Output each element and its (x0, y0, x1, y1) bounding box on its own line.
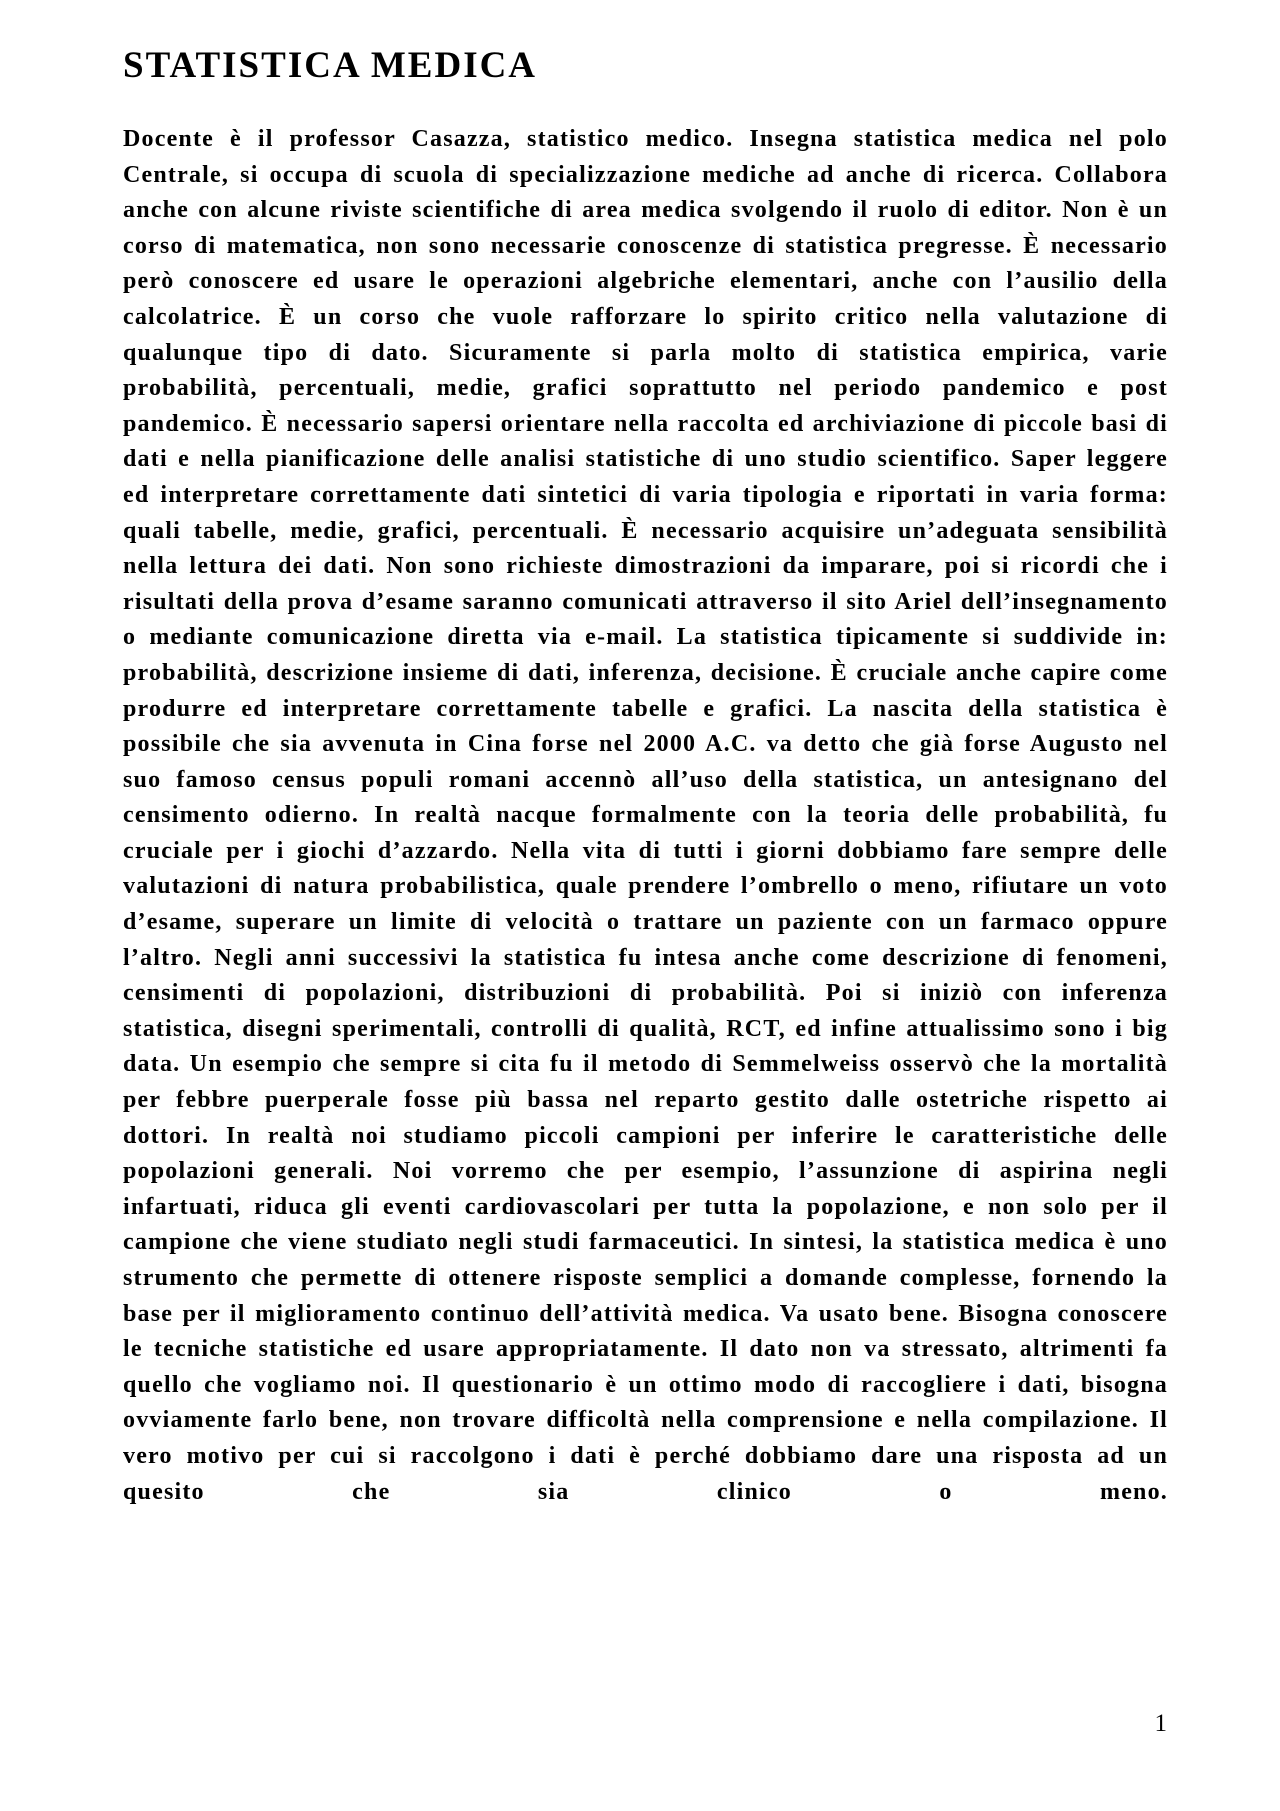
page-number: 1 (1154, 1710, 1167, 1737)
page-title: STATISTICA MEDICA (123, 45, 538, 86)
body-paragraph: Docente è il professor Casazza, statistico medico. Insegna statistica medica nel polo Centrale, si occupa di scuola di specializzazione mediche ad anche di ricerca. Collabora anche con alcune riviste scientifiche di area medica svolgendo il ruolo di editor. Non è un corso di matematica, non sono necessarie conoscenze di statistica pregresse. È necessario però conoscere ed usare le operazioni algebriche elementari, anche con l’ausilio della calcolatrice. È un corso che vuole rafforzare lo spirito critico nella valutazione di qualunque tipo di dato. Sicuramente si parla molto di statistica empirica, varie probabilità, percentuali, medie, grafici soprattutto nel periodo pandemico e post pandemico. È necessario sapersi orientare nella raccolta ed archiviazione di piccole basi di dati e nella pianificazione delle analisi statistiche di uno studio scientifico. Saper leggere ed interpretare correttamente dati sintetici di varia tipologia e riportati in varia forma: quali tabelle, medie, grafici, percentuali. È necessario acquisire un’adeguata sensibilità nella lettura dei dati. Non sono richieste dimostrazioni da imparare, poi si ricordi che i risultati della prova d’esame saranno comunicati attraverso il sito Ariel dell’insegnamento o mediante comunicazione diretta via e-mail. La statistica tipicamente si suddivide in: probabilità, descrizione insieme di dati, inferenza, decisione. È cruciale anche capire come produrre ed interpretare correttamente tabelle e grafici. La nascita della statistica è possibile che sia avvenuta in Cina forse nel 2000 A.C. va detto che già forse Augusto nel suo famoso census populi romani accennò all’uso della statistica, un antesignano del censimento odierno. In realtà nacque formalmente con la teoria delle probabilità, fu cruciale per i giochi d’azzardo. Nella vita di tutti i giorni dobbiamo fare sempre delle valutazioni di natura probabilistica, quale prendere l’ombrello o meno, rifiutare un voto d’esame, superare un limite di velocità o trattare un paziente con un farmaco oppure l’altro. Negli anni successivi la statistica fu intesa anche come descrizione di fenomeni, censimenti di popolazioni, distribuzioni di probabilità. Poi si iniziò con inferenza statistica, disegni sperimentali, controlli di qualità, RCT, ed infine attualissimo sono i big data. Un esempio che sempre si cita fu il metodo di Semmelweiss osservò che la mortalità per febbre puerperale fosse più bassa nel reparto gestito dalle ostetriche rispetto ai dottori. In realtà noi studiamo piccoli campioni per inferire le caratteristiche delle popolazioni generali. Noi vorremo che per esempio, l’assunzione di aspirina negli infartuati, riduca gli eventi cardiovascolari per tutta la popolazione, e non solo per il campione che viene studiato negli studi farmaceutici. In sintesi, la statistica medica è uno strumento che permette di ottenere risposte semplici a domande complesse, fornendo la base per il miglioramento continuo dell’attività medica. Va usato bene. Bisogna conoscere le tecniche statistiche ed usare appropriatamente. Il dato non va stressato, altrimenti fa quello che vogliamo noi. Il questionario è un ottimo modo di raccogliere i dati, bisogna ovviamente farlo bene, non trovare difficoltà nella comprensione e nella compilazione. Il vero motivo per cui si raccolgono i dati è perché dobbiamo dare una risposta ad un quesito che sia clinico o meno. (123, 126, 1168, 1505)
